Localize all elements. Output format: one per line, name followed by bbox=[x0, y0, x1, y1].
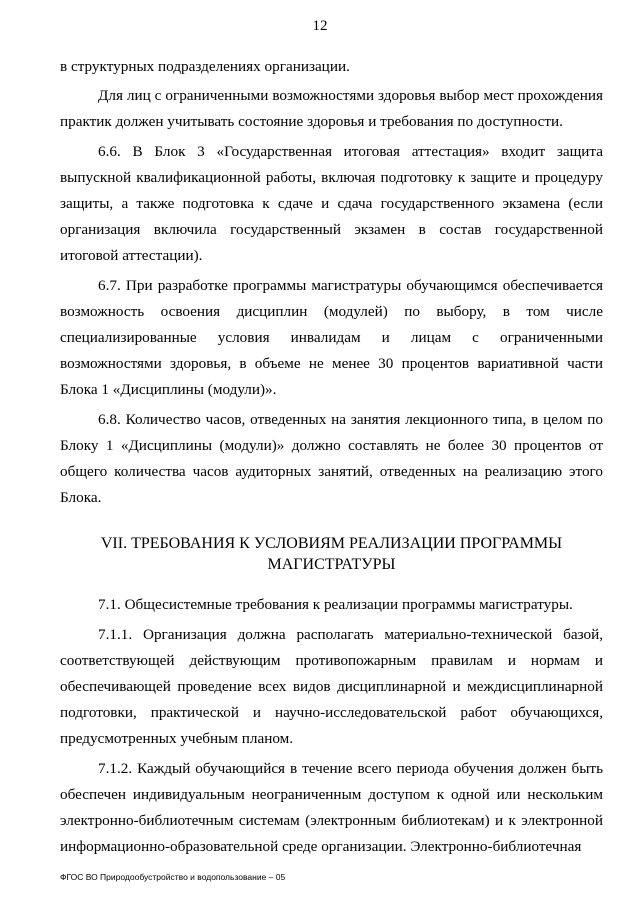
section-heading-line2: МАГИСТРАТУРЫ bbox=[267, 556, 396, 574]
paragraph-accessibility: Для лиц с ограниченными возможностями здоровья выбор мест прохождения практик должен учитывать состояние здоровья и требования по доступности. bbox=[60, 87, 603, 131]
document-body bbox=[60, 54, 603, 863]
page-footer: ФГОС ВО Природообустройство и водопользование – 05 bbox=[60, 872, 286, 882]
section-heading bbox=[60, 533, 603, 575]
paragraph-continuation: в структурных подразделениях организации. bbox=[60, 58, 350, 75]
paragraph-6-8: 6.8. Количество часов, отведенных на занятия лекционного типа, в целом по Блоку 1 «Дисциплины (модули)» должно составлять не более 30 процентов от общего количества часов аудиторных занятий, отведенных на реализацию этого Блока. bbox=[60, 410, 603, 507]
paragraph-6-7: 6.7. При разработке программы магистратуры обучающимся обеспечивается возможность освоения дисциплин (модулей) по выбору, в том числе специализированные условия инвалидам и лицам с ограниченными возможностями здоровья, в объеме не менее 30 процентов вариативной части Блока 1 «Дисциплины (модули)». bbox=[60, 276, 603, 399]
paragraph-7-1-1: 7.1.1. Организация должна располагать материально-технической базой, соответствующей действующим противопожарным правилам и нормам и обеспечивающей проведение всех видов дисциплинарной и междисциплинарной подготовки, практической и научно-исследовательской работ обучающихся, предусмотренных учебным планом. bbox=[60, 625, 603, 748]
paragraph-7-1: 7.1. Общесистемные требования к реализации программы магистратуры. bbox=[98, 596, 573, 614]
page-number: 12 bbox=[312, 18, 328, 34]
paragraph-7-1-2: 7.1.2. Каждый обучающийся в течение всего периода обучения должен быть обеспечен индивидуальным неограниченным доступом к одной или нескольким электронно-библиотечным системам (электронным библиотекам) и к электронной информационно-образовательной среде организации. Электронно-библиотечная bbox=[60, 759, 603, 856]
section-heading-line1: VII. ТРЕБОВАНИЯ К УСЛОВИЯМ РЕАЛИЗАЦИИ ПРОГРАММЫ bbox=[100, 535, 563, 553]
paragraph-6-6: 6.6. В Блок 3 «Государственная итоговая аттестация» входит защита выпускной квалификационной работы, включая подготовку к защите и процедуру защиты, а также подготовка к сдаче и сдача государственного экзамена (если организация включила государственный экзамен в состав государственной итоговой аттестации). bbox=[60, 142, 603, 265]
